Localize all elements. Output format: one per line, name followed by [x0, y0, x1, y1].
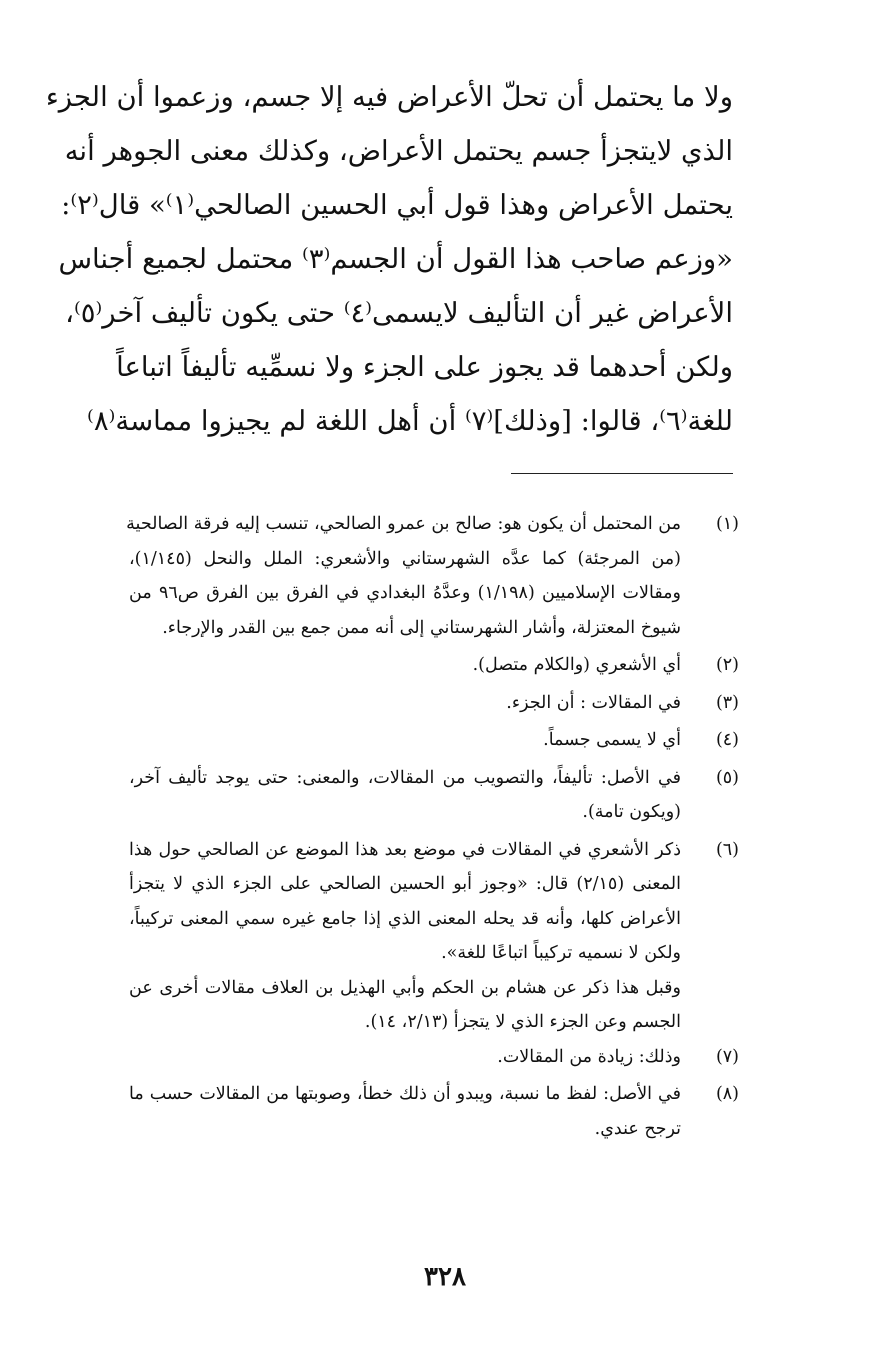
footnote — [129, 686, 739, 721]
footnote-line: في الأصل: لفظ ما نسبة، ويبدو أن ذلك خطأ، وصوبتها من المقالات حسب ما — [129, 1084, 681, 1104]
footnote-line: ومقالات الإسلاميين (١/١٩٨) وعدَّهُ البغدادي في الفرق بين الفرق ص٩٦ من — [129, 583, 681, 603]
footnote-line: الأعراض كلها، وأنه قد يحله المعنى الذي إذا جامع غيره سمي المعنى تركيباً، — [129, 908, 681, 929]
footnote — [129, 1077, 739, 1146]
footnote-separator — [511, 473, 733, 474]
footnote — [129, 648, 739, 683]
footnote-line: ذكر الأشعري في المقالات في موضع بعد هذا الموضع عن الصالحي حول هذا — [129, 839, 681, 860]
footnote-number: (٥) — [715, 767, 739, 788]
footnote-number: (٨) — [715, 1084, 739, 1104]
text-line: الذي لايتجزأ جسم يحتمل الأعراض، وكذلك معنى الجوهر أنه — [64, 135, 733, 167]
footnote-line: في المقالات : أن الجزء. — [506, 692, 681, 713]
footnote-number: (٦) — [715, 839, 739, 860]
footnote-continuation — [129, 971, 739, 1040]
text-line: يحتمل الأعراض وهذا قول أبي الحسين الصالحي⁽١⁾» قال⁽٢⁾: — [61, 189, 733, 221]
text-line: الأعراض غير أن التأليف لايسمى⁽٤⁾ حتى يكون تأليف آخر⁽٥⁾، — [65, 297, 733, 329]
footnote — [129, 833, 739, 971]
text-line: «وزعم صاحب هذا القول أن الجسم⁽٣⁾ محتمل لجميع أجناس — [58, 243, 733, 275]
footnote-line: شيوخ المعتزلة، وأشار الشهرستاني إلى أنه ممن جمع بين القدر والإرجاء. — [162, 617, 681, 638]
footnote — [129, 761, 739, 830]
footnote-line: أي الأشعري (والكلام متصل). — [472, 655, 681, 675]
footnote-number: (٤) — [715, 730, 739, 750]
footnote-line: في الأصل: تأليفاً، والتصويب من المقالات، والمعنى: حتى يوجد تأليف آخر، — [129, 767, 681, 788]
footnote-line: (ويكون تامة). — [582, 802, 681, 822]
footnote — [129, 1040, 739, 1075]
text-line: ولا ما يحتمل أن تحلّ الأعراض فيه إلا جسم، وزعموا أن الجزء — [45, 81, 733, 113]
footnote-line: (من المرجئة) كما عدَّه الشهرستاني والأشعري: الملل والنحل (١/١٤٥)، — [129, 548, 681, 569]
footnote-number: (١) — [715, 514, 739, 534]
footnote-line: أي لا يسمى جسماً. — [543, 730, 681, 750]
footnote-line: من المحتمل أن يكون هو: صالح بن عمرو الصالحي، تنسب إليه فرقة الصالحية — [126, 514, 681, 534]
footnotes — [126, 507, 739, 1146]
footnote-number: (٣) — [715, 692, 739, 713]
footnote-number: (٧) — [715, 1046, 739, 1067]
main-text — [45, 70, 733, 448]
text-line: ولكن أحدهما قد يجوز على الجزء ولا نسمِّيه تأليفاً اتباعاً — [116, 351, 733, 383]
footnote — [126, 507, 739, 645]
footnote-line: ترجح عندي. — [594, 1118, 681, 1139]
footnote-line: وذلك: زيادة من المقالات. — [497, 1046, 681, 1067]
footnote-line: المعنى (٢/١٥) قال: «وجوز أبو الحسين الصالحي على الجزء الذي لا يتجزأ — [129, 874, 681, 894]
page-number: ٣٢٨ — [424, 1262, 466, 1292]
text-line: للغة⁽٦⁾، قالوا: [وذلك]⁽٧⁾ أن أهل اللغة لم يجيزوا مماسة⁽٨⁾ — [87, 405, 733, 437]
footnote-line: ولكن لا نسميه تركيباً اتباعًا للغة». — [441, 943, 681, 963]
footnote-line: الجسم وعن الجزء الذي لا يتجزأ (٢/١٣، ١٤). — [364, 1012, 681, 1032]
footnote-line: وقبل هذا ذكر عن هشام بن الحكم وأبي الهذيل بن العلاف مقالات أخرى عن — [129, 977, 681, 998]
footnote-number: (٢) — [715, 655, 739, 675]
footnote — [129, 723, 739, 758]
